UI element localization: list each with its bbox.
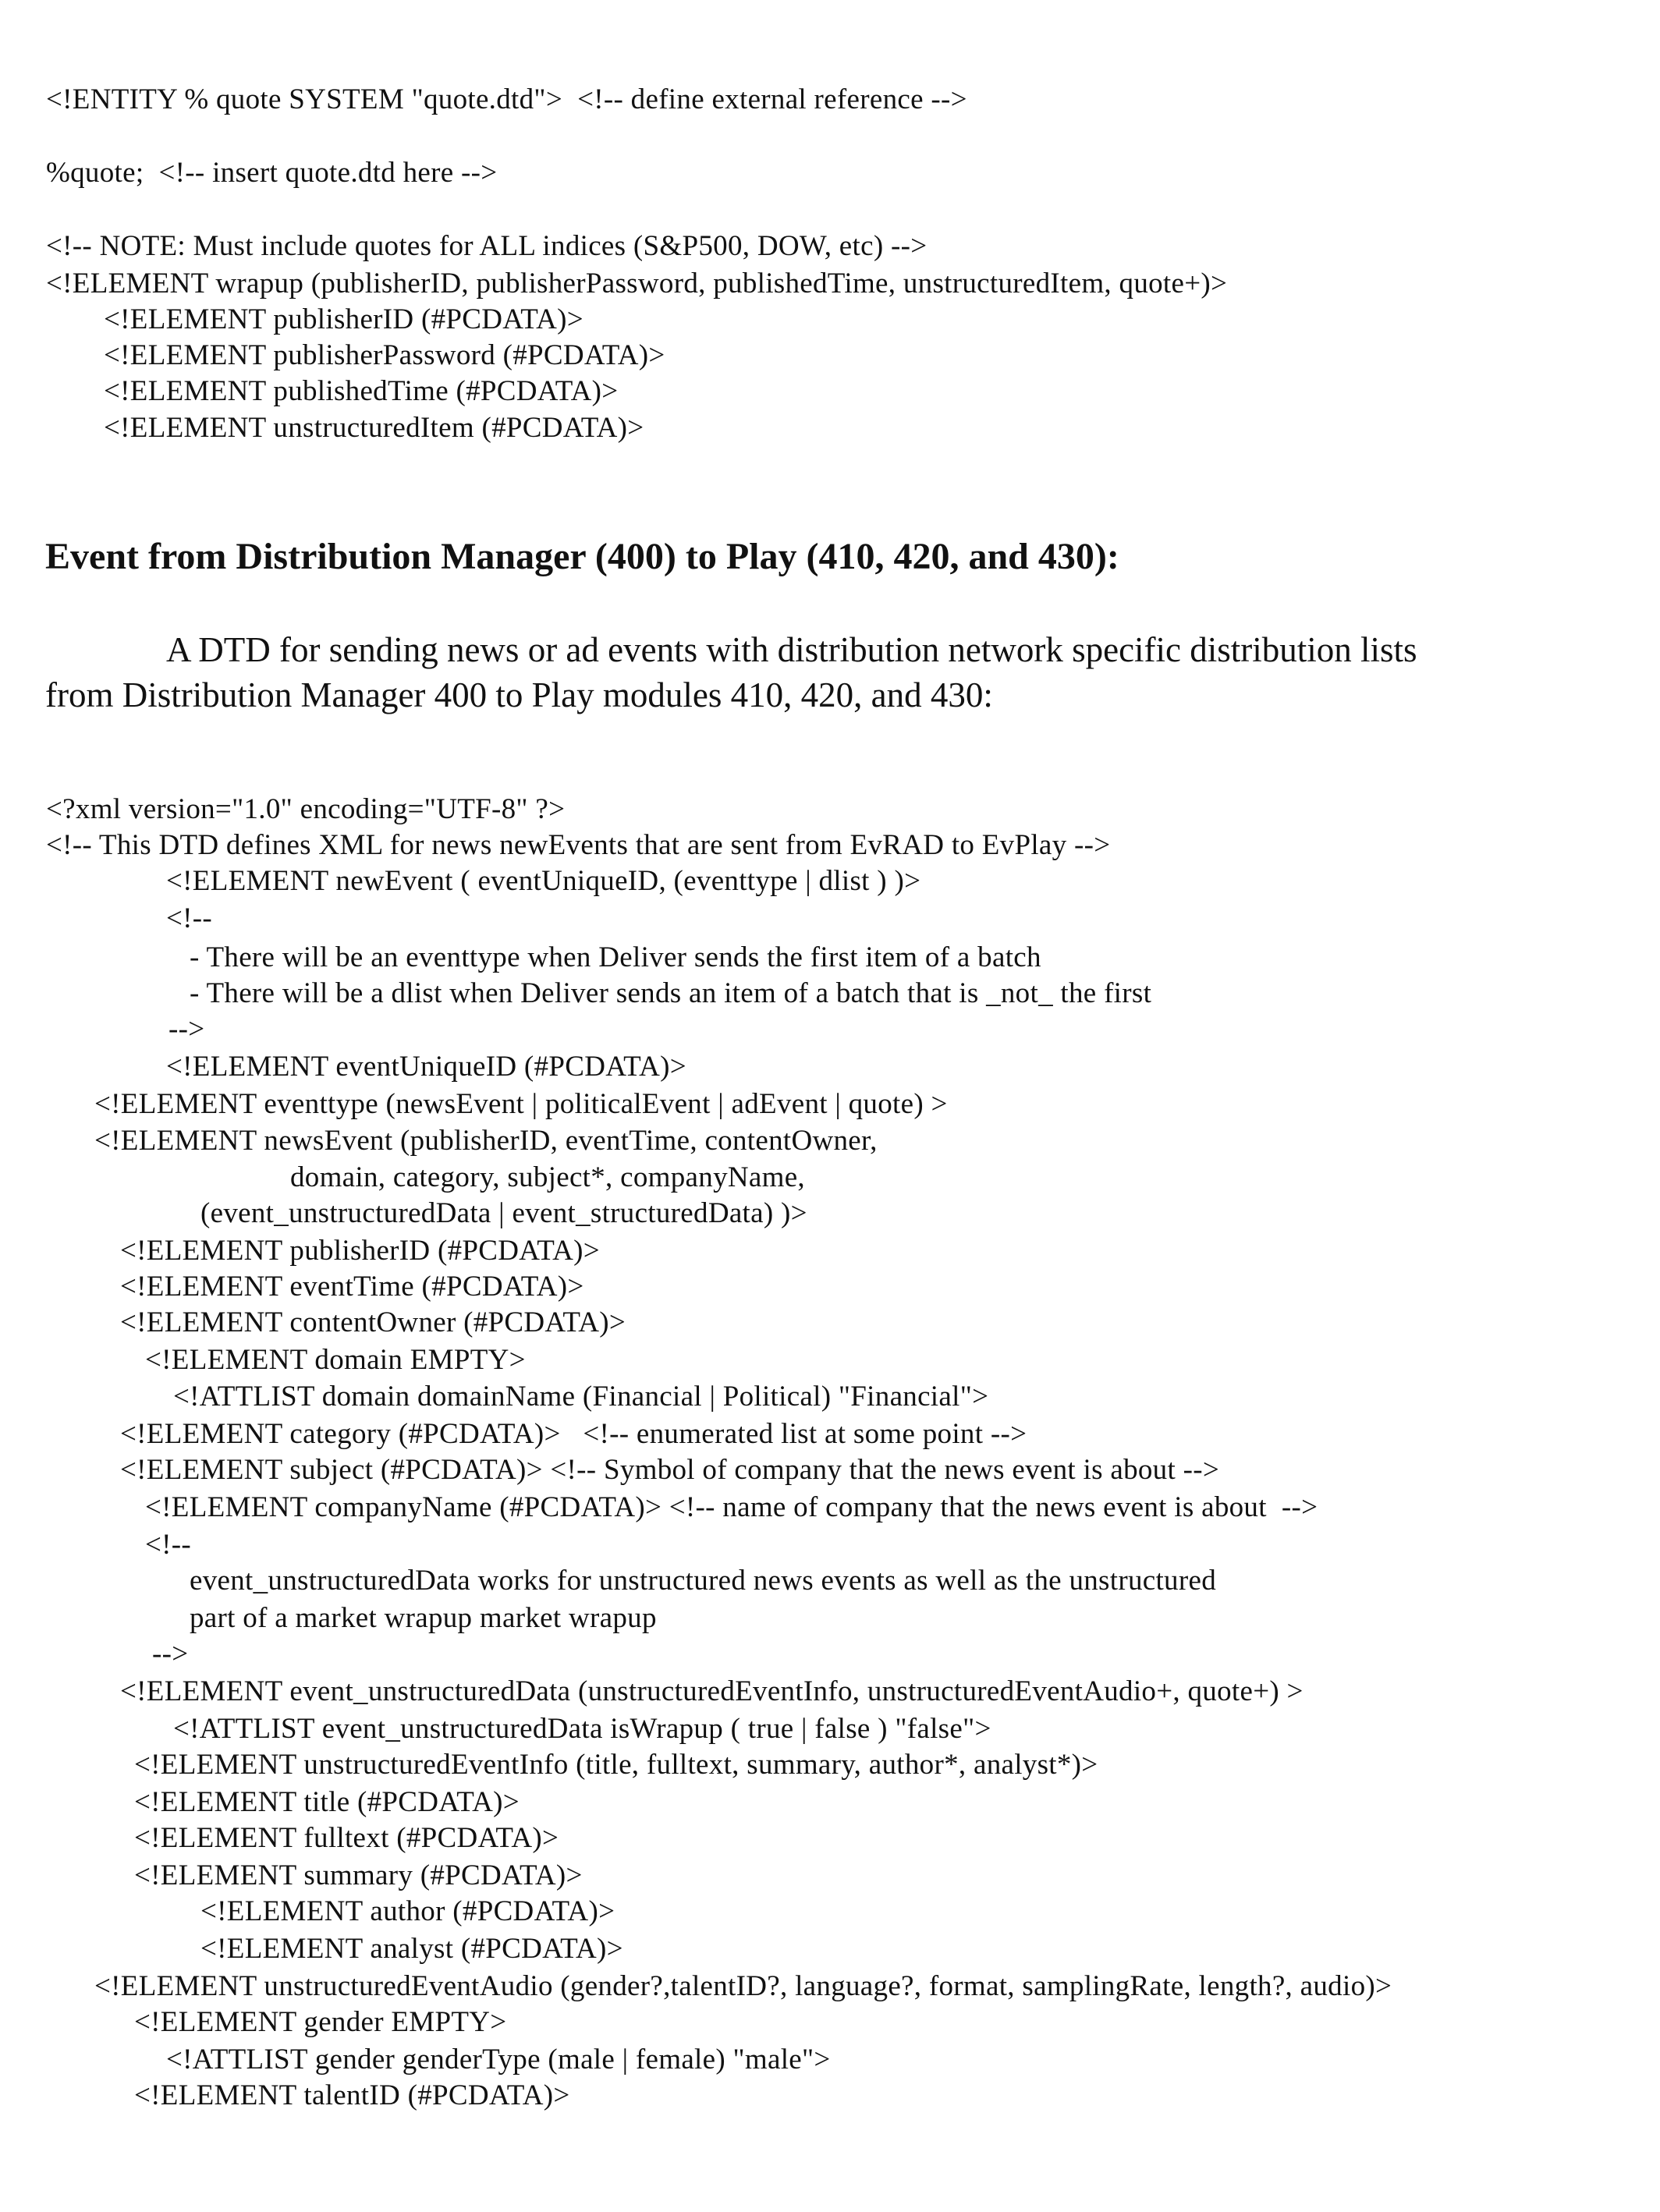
dtd-line: event_unstructuredData works for unstructured news events as well as the unstructured (190, 1564, 1216, 1598)
dtd-line: <!ELEMENT title (#PCDATA)> (134, 1785, 520, 1820)
dtd-line: domain, category, subject*, companyName, (290, 1161, 805, 1195)
dtd-line: <!ELEMENT summary (#PCDATA)> (134, 1859, 583, 1893)
dtd-line: <!ELEMENT unstructuredEventInfo (title, fulltext, summary, author*, analyst*)> (134, 1748, 1098, 1782)
dtd-line: <!ATTLIST domain domainName (Financial | Political) "Financial"> (173, 1380, 988, 1414)
dtd-line: <!ELEMENT analyst (#PCDATA)> (200, 1932, 623, 1966)
dtd-line: --> (168, 1012, 204, 1047)
code-line: <!ELEMENT unstructuredItem (#PCDATA)> (104, 411, 644, 445)
dtd-line: <!ELEMENT event_unstructuredData (unstructuredEventInfo, unstructuredEventAudio+, quote+) > (120, 1675, 1304, 1709)
dtd-line: <!ATTLIST event_unstructuredData isWrapup ( true | false ) "false"> (173, 1712, 991, 1746)
dtd-line: - There will be a dlist when Deliver sends an item of a batch that is _not_ the first (190, 977, 1151, 1011)
code-line: %quote; <!-- insert quote.dtd here --> (46, 156, 497, 190)
dtd-line: <!ELEMENT eventtype (newsEvent | politicalEvent | adEvent | quote) > (94, 1087, 948, 1122)
dtd-line: <!ELEMENT fulltext (#PCDATA)> (134, 1821, 559, 1856)
dtd-line: <!-- (145, 1528, 191, 1562)
dtd-line: <!ATTLIST gender genderType (male | female) "male"> (166, 2043, 831, 2077)
dtd-line: <!ELEMENT category (#PCDATA)> <!-- enumerated list at some point --> (120, 1417, 1027, 1452)
paragraph-line: A DTD for sending news or ad events with distribution network specific distribution lists (166, 629, 1417, 671)
code-line: <!ELEMENT publisherID (#PCDATA)> (104, 303, 583, 337)
dtd-line: <!ELEMENT gender EMPTY> (134, 2005, 506, 2040)
dtd-line: part of a market wrapup market wrapup (190, 1601, 657, 1636)
dtd-line: <!ELEMENT eventTime (#PCDATA)> (120, 1270, 584, 1304)
dtd-line: <!-- (166, 902, 212, 936)
dtd-line: --> (152, 1637, 188, 1671)
dtd-line: <!ELEMENT contentOwner (#PCDATA)> (120, 1306, 626, 1340)
dtd-line: <!-- This DTD defines XML for news newEvents that are sent from EvRAD to EvPlay --> (46, 828, 1110, 863)
code-line: <!ENTITY % quote SYSTEM "quote.dtd"> <!-- define external reference --> (46, 83, 967, 117)
dtd-line: <!ELEMENT publisherID (#PCDATA)> (120, 1234, 600, 1268)
code-line: <!ELEMENT wrapup (publisherID, publisherPassword, publishedTime, unstructuredItem, quote+)> (46, 267, 1227, 301)
dtd-line: <!ELEMENT unstructuredEventAudio (gender?,talentID?, language?, format, samplingRate, length?, audio)> (94, 1969, 1392, 2004)
dtd-line: <!ELEMENT newEvent ( eventUniqueID, (eventtype | dlist ) )> (166, 864, 920, 899)
section-heading: Event from Distribution Manager (400) to Play (410, 420, and 430): (45, 535, 1119, 579)
dtd-line: <!ELEMENT talentID (#PCDATA)> (134, 2079, 570, 2113)
dtd-line: (event_unstructuredData | event_structuredData) )> (200, 1196, 807, 1231)
dtd-line: - There will be an eventtype when Deliver sends the first item of a batch (190, 941, 1041, 975)
code-line: <!ELEMENT publishedTime (#PCDATA)> (104, 374, 618, 409)
dtd-line: <!ELEMENT companyName (#PCDATA)> <!-- name of company that the news event is about --> (145, 1491, 1318, 1525)
dtd-line: <!ELEMENT subject (#PCDATA)> <!-- Symbol of company that the news event is about --> (120, 1453, 1219, 1487)
paragraph-line: from Distribution Manager 400 to Play modules 410, 420, and 430: (45, 674, 993, 716)
dtd-line: <?xml version="1.0" encoding="UTF-8" ?> (46, 792, 565, 827)
dtd-line: <!ELEMENT domain EMPTY> (145, 1343, 526, 1377)
code-line: <!ELEMENT publisherPassword (#PCDATA)> (104, 339, 665, 373)
dtd-line: <!ELEMENT eventUniqueID (#PCDATA)> (166, 1050, 686, 1084)
dtd-line: <!ELEMENT author (#PCDATA)> (200, 1895, 615, 1929)
dtd-line: <!ELEMENT newsEvent (publisherID, eventTime, contentOwner, (94, 1124, 878, 1158)
code-line: <!-- NOTE: Must include quotes for ALL indices (S&P500, DOW, etc) --> (46, 229, 927, 264)
